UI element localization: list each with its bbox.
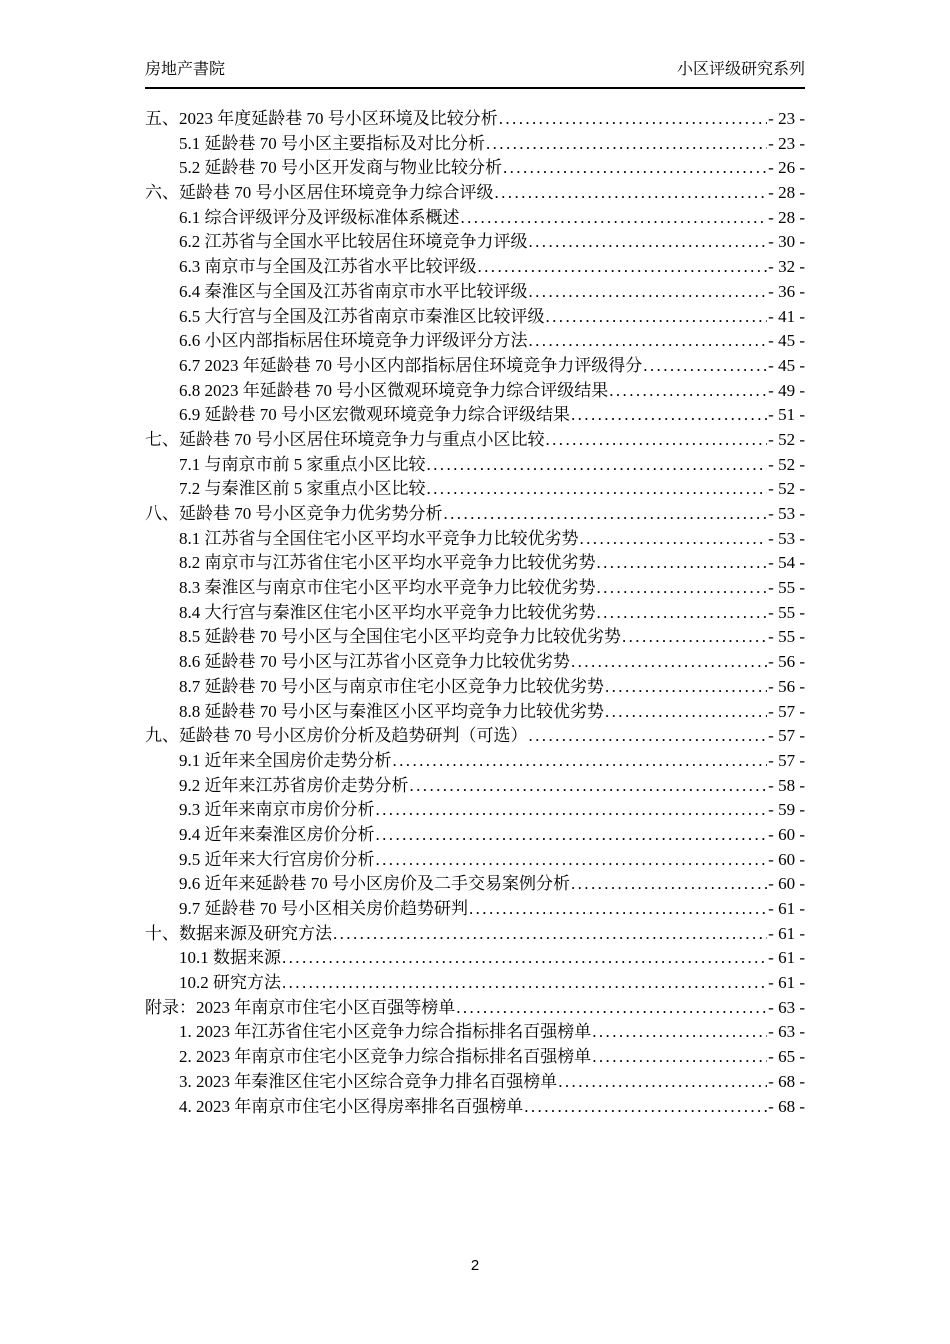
- toc-leader-dots: [605, 700, 767, 725]
- toc-entry-page: - 55 -: [768, 627, 805, 647]
- toc-entry-label: 7.2 与秦淮区前 5 家重点小区比较: [179, 479, 426, 499]
- toc-entry-page: - 61 -: [768, 923, 805, 943]
- toc-entry-label: 六、延龄巷 70 号小区居住环境竞争力综合评级: [145, 183, 494, 203]
- toc-leader-dots: [282, 946, 767, 971]
- toc-leader-dots: [495, 181, 768, 206]
- toc-entry: [145, 428, 805, 453]
- toc-entry-label: 五、2023 年度延龄巷 70 号小区环境及比较分析: [145, 109, 498, 128]
- toc-entry-label: 4. 2023 年南京市住宅小区得房率排名百强榜单: [179, 1096, 524, 1116]
- toc-entry-page: - 41 -: [768, 306, 805, 326]
- toc-leader-dots: [529, 329, 768, 354]
- toc-entry: [145, 971, 805, 996]
- toc-entry-page: - 53 -: [768, 528, 805, 548]
- toc-entry-label: 8.6 延龄巷 70 号小区与江苏省小区竞争力比较优劣势: [179, 652, 570, 672]
- toc-entry-page: - 28 -: [768, 207, 805, 227]
- toc-entry-page: - 54 -: [768, 553, 805, 573]
- toc-entry-label: 十、数据来源及研究方法: [145, 923, 332, 943]
- toc-entry-page: - 55 -: [768, 602, 805, 622]
- toc-leader-dots: [597, 576, 768, 601]
- toc-entry: [145, 650, 805, 675]
- page-header: [145, 60, 805, 80]
- toc-leader-dots: [592, 1020, 767, 1045]
- toc-entry: [145, 107, 805, 132]
- toc-leader-dots: [469, 897, 767, 922]
- header-left-text: 房地产書院: [145, 61, 226, 78]
- toc-entry-label: 9.6 近年来延龄巷 70 号小区房价及二手交易案例分析: [179, 874, 570, 894]
- toc-entry-label: 6.7 2023 年延龄巷 70 号小区内部指标居住环境竞争力评级得分: [179, 355, 643, 375]
- toc-entry-page: - 61 -: [768, 973, 805, 993]
- toc-entry-page: - 49 -: [768, 380, 805, 400]
- toc-entry: [145, 872, 805, 897]
- toc-entry: [145, 280, 805, 305]
- toc-entry-label: 九、延龄巷 70 号小区房价分析及趋势研判（可选）: [145, 726, 528, 746]
- toc-entry-label: 9.2 近年来江苏省房价走势分析: [179, 775, 409, 795]
- toc-entry-label: 6.6 小区内部指标居住环境竞争力评级评分方法: [179, 331, 528, 351]
- toc-leader-dots: [597, 551, 768, 576]
- toc-leader-dots: [529, 280, 768, 305]
- toc-entry-page: - 61 -: [768, 899, 805, 918]
- toc-entry-label: 6.2 江苏省与全国水平比较居住环境竞争力评级: [179, 232, 528, 252]
- toc-leader-dots: [546, 305, 768, 330]
- toc-entry-label: 2. 2023 年南京市住宅小区竞争力综合指标排名百强榜单: [179, 1047, 592, 1067]
- toc-entry-label: 9.3 近年来南京市房价分析: [179, 800, 375, 820]
- toc-entry: [145, 848, 805, 873]
- toc-entry-page: - 60 -: [768, 824, 805, 844]
- toc-entry-page: - 55 -: [768, 578, 805, 598]
- toc-leader-dots: [376, 823, 768, 848]
- toc-entry-label: 6.3 南京市与全国及江苏省水平比较评级: [179, 257, 477, 277]
- toc-entry: [145, 477, 805, 502]
- toc-entry-label: 6.9 延龄巷 70 号小区宏微观环境竞争力综合评级结果: [179, 405, 570, 425]
- toc-entry: [145, 354, 805, 379]
- toc-entry: [145, 181, 805, 206]
- toc-entry-label: 9.7 延龄巷 70 号小区相关房价趋势研判: [179, 899, 468, 918]
- toc-entry: [145, 897, 805, 922]
- toc-leader-dots: [410, 774, 768, 799]
- toc-entry-label: 10.1 数据来源: [179, 948, 281, 968]
- toc-entry-label: 6.5 大行宫与全国及江苏省南京市秦淮区比较评级: [179, 306, 545, 326]
- toc-leader-dots: [643, 354, 767, 379]
- toc-leader-dots: [393, 749, 768, 774]
- toc-leader-dots: [571, 872, 767, 897]
- toc-entry-page: - 60 -: [768, 874, 805, 894]
- toc-leader-dots: [571, 403, 767, 428]
- toc-entry-page: - 30 -: [768, 232, 805, 252]
- toc-leader-dots: [282, 971, 767, 996]
- page-footer: [0, 1257, 950, 1274]
- toc-entry: [145, 403, 805, 428]
- toc-leader-dots: [376, 848, 768, 873]
- toc-entry-label: 8.5 延龄巷 70 号小区与全国住宅小区平均竞争力比较优劣势: [179, 627, 621, 647]
- toc-entry: [145, 156, 805, 181]
- toc-entry: [145, 1095, 805, 1120]
- toc-entry-label: 7.1 与南京市前 5 家重点小区比较: [179, 454, 426, 474]
- toc-entry-page: - 59 -: [768, 800, 805, 820]
- toc-entry-page: - 57 -: [768, 701, 805, 721]
- toc-leader-dots: [427, 477, 768, 502]
- toc-entry-label: 6.8 2023 年延龄巷 70 号小区微观环境竞争力综合评级结果: [179, 380, 609, 400]
- toc-entry-label: 9.5 近年来大行宫房价分析: [179, 849, 375, 869]
- toc-entry: [145, 453, 805, 478]
- toc-entry-page: - 58 -: [768, 775, 805, 795]
- toc-leader-dots: [499, 107, 767, 132]
- toc-entry: [145, 700, 805, 725]
- toc-entry-page: - 52 -: [768, 429, 805, 449]
- toc-leader-dots: [456, 996, 767, 1021]
- toc-entry-label: 8.2 南京市与江苏省住宅小区平均水平竞争力比较优劣势: [179, 553, 596, 573]
- toc-entry: [145, 551, 805, 576]
- toc-entry-label: 七、延龄巷 70 号小区居住环境竞争力与重点小区比较: [145, 429, 545, 449]
- toc-leader-dots: [529, 724, 768, 749]
- toc-entry-page: - 61 -: [768, 948, 805, 968]
- toc-entry: [145, 749, 805, 774]
- toc-entry-label: 1. 2023 年江苏省住宅小区竞争力综合指标排名百强榜单: [179, 1022, 592, 1042]
- toc-entry-label: 3. 2023 年秦淮区住宅小区综合竞争力排名百强榜单: [179, 1071, 558, 1091]
- header-divider: [145, 87, 805, 89]
- toc-entry-page: - 53 -: [768, 504, 805, 523]
- toc-entry: [145, 230, 805, 255]
- toc-leader-dots: [376, 798, 768, 823]
- toc-entry: [145, 206, 805, 231]
- toc-entry-page: - 32 -: [768, 257, 805, 277]
- toc-entry-page: - 36 -: [768, 281, 805, 301]
- toc-entry-page: - 60 -: [768, 849, 805, 869]
- toc-entry-page: - 52 -: [768, 454, 805, 474]
- toc-entry-page: - 57 -: [768, 750, 805, 770]
- toc-entry: [145, 527, 805, 552]
- toc-leader-dots: [609, 379, 767, 404]
- toc-leader-dots: [529, 230, 768, 255]
- toc-entry-label: 8.1 江苏省与全国住宅小区平均水平竞争力比较优劣势: [179, 528, 579, 548]
- toc-leader-dots: [478, 255, 768, 280]
- toc-entry: [145, 305, 805, 330]
- toc-leader-dots: [580, 527, 768, 552]
- toc-entry: [145, 823, 805, 848]
- toc-entry: [145, 601, 805, 626]
- page-number: 2: [470, 1257, 480, 1274]
- toc-entry-page: - 63 -: [768, 1022, 805, 1042]
- toc-entry-page: - 68 -: [768, 1071, 805, 1091]
- toc-entry-label: 6.4 秦淮区与全国及江苏省南京市水平比较评级: [179, 281, 528, 301]
- toc-entry: [145, 132, 805, 157]
- toc-leader-dots: [503, 156, 767, 181]
- toc-entry-label: 8.7 延龄巷 70 号小区与南京市住宅小区竞争力比较优劣势: [179, 676, 604, 696]
- toc-leader-dots: [605, 675, 767, 700]
- toc-entry: [145, 724, 805, 749]
- toc-entry-label: 八、延龄巷 70 号小区竞争力优劣势分析: [145, 504, 443, 523]
- toc-entry-label: 5.1 延龄巷 70 号小区主要指标及对比分析: [179, 133, 485, 153]
- toc-entry: [145, 675, 805, 700]
- toc-entry-label: 9.4 近年来秦淮区房价分析: [179, 824, 375, 844]
- toc-leader-dots: [444, 502, 768, 527]
- toc-entry-page: - 26 -: [768, 158, 805, 178]
- toc-entry-page: - 28 -: [768, 183, 805, 203]
- toc-entry: [145, 379, 805, 404]
- toc-entry-page: - 63 -: [768, 997, 805, 1017]
- toc-leader-dots: [427, 453, 768, 478]
- toc-entry-label: 8.3 秦淮区与南京市住宅小区平均水平竞争力比较优劣势: [179, 578, 596, 598]
- toc-leader-dots: [622, 625, 767, 650]
- toc-leader-dots: [571, 650, 767, 675]
- toc-entry-label: 8.4 大行宫与秦淮区住宅小区平均水平竞争力比较优劣势: [179, 602, 596, 622]
- toc-entry: [145, 255, 805, 280]
- toc-entry-label: 9.1 近年来全国房价走势分析: [179, 750, 392, 770]
- toc-entry: [145, 625, 805, 650]
- table-of-contents: [145, 107, 805, 1119]
- toc-entry-label: 附录：2023 年南京市住宅小区百强等榜单: [145, 997, 456, 1017]
- toc-entry: [145, 798, 805, 823]
- toc-leader-dots: [546, 428, 768, 453]
- toc-entry-page: - 45 -: [768, 331, 805, 351]
- toc-leader-dots: [486, 132, 767, 157]
- toc-entry-page: - 23 -: [768, 109, 805, 128]
- toc-entry-page: - 56 -: [768, 652, 805, 672]
- toc-entry-page: - 52 -: [768, 479, 805, 499]
- toc-entry: [145, 922, 805, 947]
- toc-entry-label: 6.1 综合评级评分及评级标准体系概述: [179, 207, 460, 227]
- toc-entry: [145, 946, 805, 971]
- toc-entry: [145, 996, 805, 1021]
- toc-leader-dots: [333, 922, 767, 947]
- toc-entry: [145, 576, 805, 601]
- toc-entry: [145, 774, 805, 799]
- toc-entry: [145, 1070, 805, 1095]
- toc-leader-dots: [558, 1070, 767, 1095]
- toc-entry-page: - 57 -: [768, 726, 805, 746]
- toc-entry-page: - 45 -: [768, 355, 805, 375]
- toc-leader-dots: [524, 1095, 767, 1120]
- toc-entry-page: - 65 -: [768, 1047, 805, 1067]
- toc-leader-dots: [597, 601, 768, 626]
- toc-leader-dots: [461, 206, 768, 231]
- toc-entry-page: - 56 -: [768, 676, 805, 696]
- toc-entry-page: - 23 -: [768, 133, 805, 153]
- toc-entry: [145, 329, 805, 354]
- toc-entry-page: - 51 -: [768, 405, 805, 425]
- header-right-text: 小区评级研究系列: [676, 61, 805, 78]
- toc-entry-page: - 68 -: [768, 1096, 805, 1116]
- toc-entry-label: 5.2 延龄巷 70 号小区开发商与物业比较分析: [179, 158, 502, 178]
- toc-entry: [145, 502, 805, 527]
- toc-entry: [145, 1045, 805, 1070]
- toc-entry: [145, 1020, 805, 1045]
- toc-leader-dots: [592, 1045, 767, 1070]
- toc-entry-label: 8.8 延龄巷 70 号小区与秦淮区小区平均竞争力比较优劣势: [179, 701, 604, 721]
- toc-entry-label: 10.2 研究方法: [179, 973, 281, 993]
